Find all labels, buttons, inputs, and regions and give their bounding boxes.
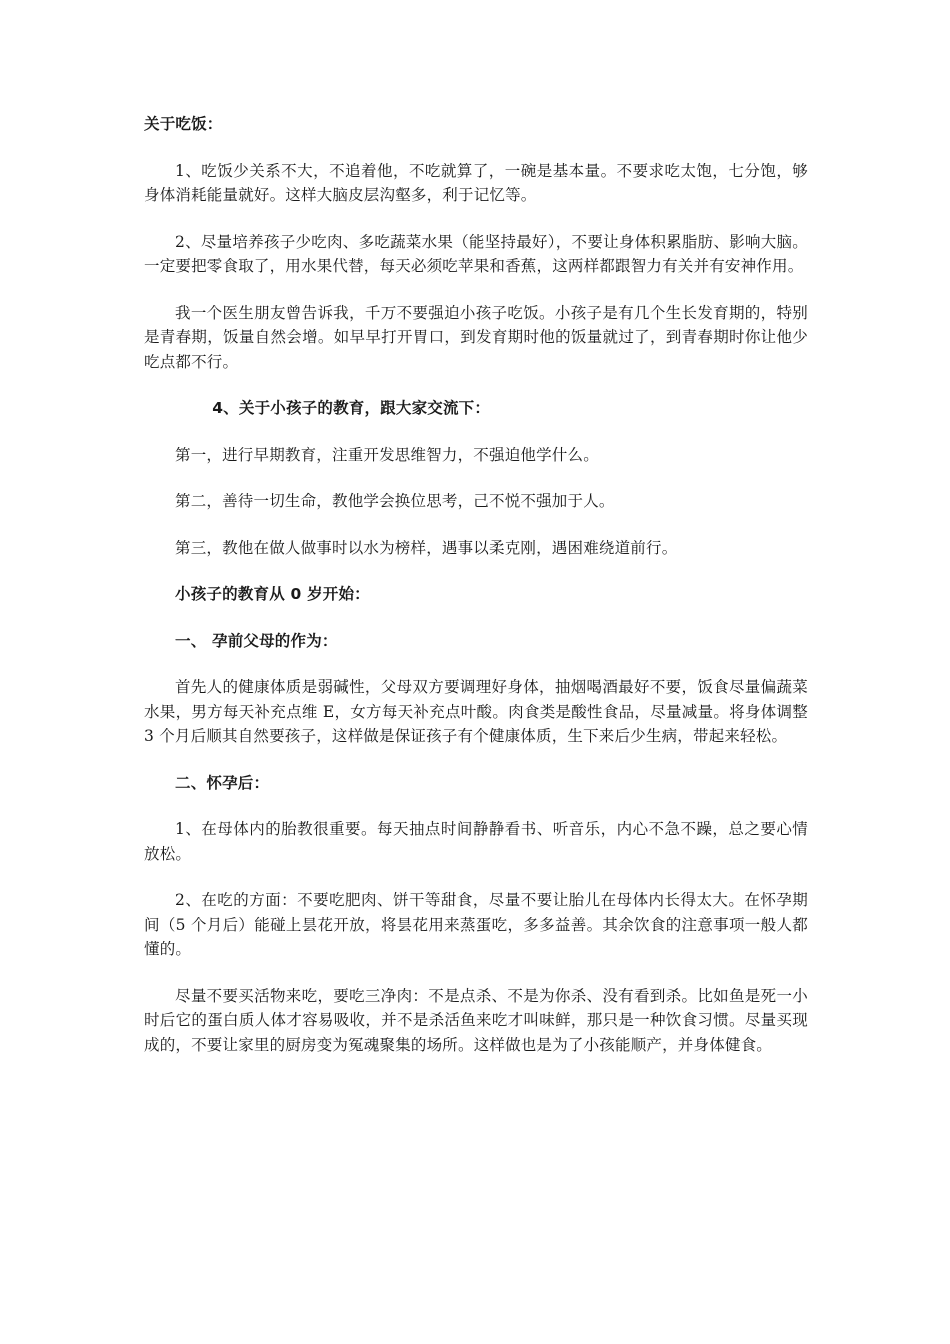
paragraph-doctor-advice: 我一个医生朋友曾告诉我，千万不要强迫小孩子吃饭。小孩子是有几个生长发育期的，特别是青春期，饭量自然会增。如早早打开胃口，到发育期时他的饭量就过了，到青春期时你让他少吃点都不行。: [144, 303, 808, 371]
heading-pregnancy: 二、怀孕后：: [175, 773, 270, 792]
paragraph-first: 第一，进行早期教育，注重开发思维智力，不强迫他学什么。: [175, 445, 599, 464]
paragraph-eating-1: 1、吃饭少关系不大，不追着他，不吃就算了，一碗是基本量。不要求吃太饱，七分饱，够身体消耗能量就好。这样大脑皮层沟壑多，利于记忆等。: [144, 161, 808, 204]
paragraph-eating-2: 2、尽量培养孩子少吃肉、多吃蔬菜水果（能坚持最好），不要让身体积累脂肪、影响大脑。一定要把零食取了，用水果代替，每天必须吃苹果和香蕉，这两样都跟智力有关并有安神作用。: [144, 232, 808, 275]
paragraph-third: 第三，教他在做人做事时以水为榜样，遇事以柔克刚，遇困难绕道前行。: [175, 538, 678, 557]
heading-pre-pregnancy: 一、 孕前父母的作为：: [175, 631, 338, 650]
paragraph-three-pure-meats: 尽量不要买活物来吃，要吃三净肉：不是点杀、不是为你杀、没有看到杀。比如鱼是死一小时后它的蛋白质人体才容易吸收，并不是杀活鱼来吃才叫味鲜，那只是一种饮食习惯。尽量买现成的，不要让家里的厨房变为冤魂聚集的场所。这样做也是为了小孩能顺产，并身体健食。: [144, 986, 808, 1054]
paragraph-pre-pregnancy: 首先人的健康体质是弱碱性，父母双方要调理好身体，抽烟喝酒最好不要，饭食尽量偏蔬菜水果，男方每天补充点维 E，女方每天补充点叶酸。肉食类是酸性食品，尽量减量。将身体调整 3 个月后顺其自然要孩子，这样做是保证孩子有个健康体质，生下来后少生病，带起来轻松。: [144, 678, 808, 745]
heading-education: 4、关于小孩子的教育，跟大家交流下：: [212, 399, 491, 417]
heading-from-zero: 小孩子的教育从 0 岁开始：: [175, 585, 370, 603]
document-page: [144, 112, 808, 1079]
heading-eating: 关于吃饭：: [144, 115, 223, 133]
paragraph-diet: 2、在吃的方面：不要吃肥肉、饼干等甜食，尽量不要让胎儿在母体内长得太大。在怀孕期间（5 个月后）能碰上昙花开放，将昙花用来蒸蛋吃，多多益善。其余饮食的注意事项一般人都懂的。: [144, 891, 808, 958]
paragraph-second: 第二，善待一切生命，教他学会换位思考，己不悦不强加于人。: [175, 492, 615, 510]
paragraph-prenatal-education: 1、在母体内的胎教很重要。每天抽点时间静静看书、听音乐，内心不急不躁，总之要心情放松。: [144, 820, 808, 863]
